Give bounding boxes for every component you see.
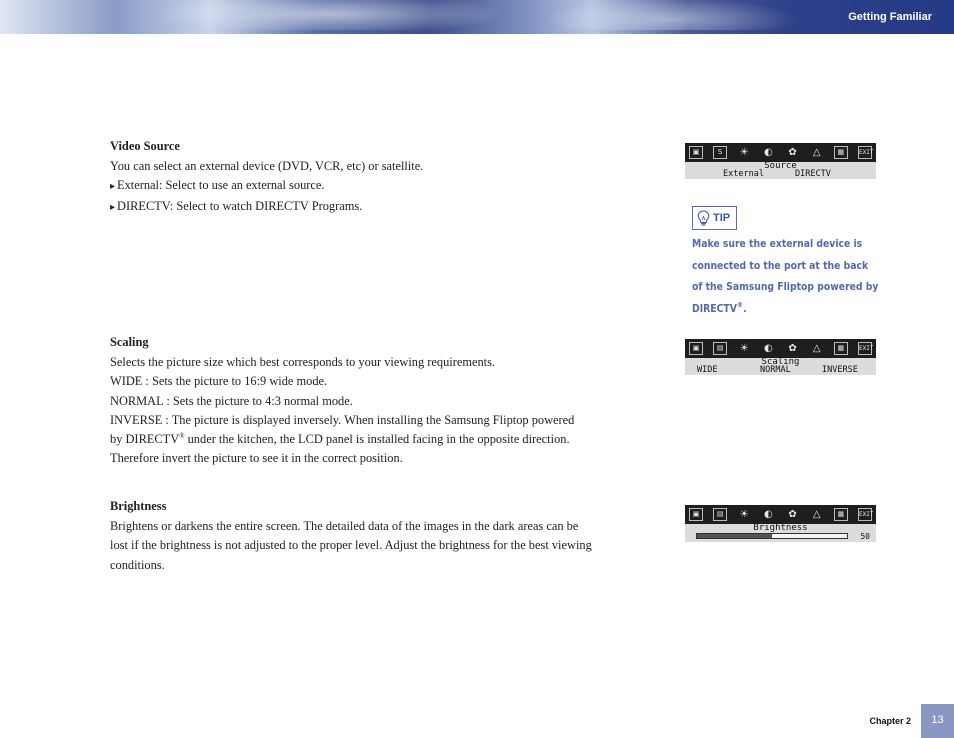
- brightness-section: [110, 497, 630, 575]
- video-source-heading: Video Source: [110, 139, 180, 153]
- chapter-label: Chapter 2: [869, 716, 911, 726]
- color-icon: ✿: [788, 147, 797, 158]
- source-icon: S: [713, 146, 727, 159]
- source-icon: ▤: [713, 342, 727, 355]
- menu-icon: ▦: [834, 342, 848, 355]
- tip-line: connected to the port at the back: [692, 259, 869, 272]
- page-number: 13: [921, 704, 954, 738]
- osd-source-body: [685, 162, 876, 179]
- section-title: Getting Familiar: [848, 11, 932, 23]
- lightbulb-icon: [697, 210, 710, 227]
- bullet-external: ▸ External: Select to use an external source.: [110, 176, 630, 196]
- brightness-line1: Brightens or darkens the entire screen. The detailed data of the images in the dark areas can be: [110, 519, 579, 533]
- osd-icon-bar: [685, 505, 876, 524]
- contrast-icon: ◐: [764, 147, 773, 158]
- scaling-by-directv: by DIRECTV: [110, 432, 180, 447]
- osd-option-external: External: [723, 169, 764, 179]
- tip-line: of the Samsung Fliptop powered by: [692, 281, 879, 293]
- brightness-slider-fill: [697, 534, 772, 538]
- scaling-inverse-line2: [110, 430, 630, 449]
- osd-scaling-body: [685, 358, 876, 375]
- brightness-icon: ☀: [739, 509, 749, 520]
- brightness-slider: [696, 533, 848, 539]
- osd-scaling-label: Scaling: [761, 357, 800, 367]
- osd-option-normal: NORMAL: [760, 365, 791, 375]
- scaling-normal: NORMAL : Sets the picture to 4:3 normal mode.: [110, 393, 353, 408]
- osd-brightness-body: [685, 524, 876, 542]
- brightness-value: 50: [860, 532, 870, 541]
- scaling-inverse-line3: Therefore invert the picture to see it in the correct position.: [110, 451, 403, 466]
- osd-source-menu: [685, 143, 876, 179]
- bullet-directv: ▸ DIRECTV: Select to watch DIRECTV Programs.: [110, 197, 630, 217]
- contrast-icon: ◐: [764, 509, 773, 520]
- scaling-inverse-line1: INVERSE : The picture is displayed inversely. When installing the Samsung Fliptop powered: [110, 412, 575, 427]
- scaling-wide: WIDE : Sets the picture to 16:9 wide mode.: [110, 374, 328, 389]
- osd-brightness-menu: [685, 505, 876, 542]
- brightness-line3: conditions.: [110, 557, 165, 572]
- header-band: [0, 0, 954, 34]
- brightness-line2: lost if the brightness is not adjusted to the proper level. Adjust the brightness for the best viewing: [110, 538, 592, 553]
- source-icon: ▤: [713, 508, 727, 521]
- osd-scaling-menu: [685, 339, 876, 375]
- screen-icon: ▣: [689, 508, 703, 521]
- osd-icon-bar: [685, 339, 876, 358]
- osd-brightness-label: Brightness: [753, 523, 808, 533]
- brightness-heading: Brightness: [110, 499, 167, 513]
- scaling-section: [110, 333, 630, 469]
- tip-badge: [692, 206, 737, 230]
- sharpness-icon: △: [812, 343, 821, 354]
- tip-line-last: [692, 299, 882, 321]
- tip-label: TIP: [713, 212, 731, 224]
- sharpness-icon: △: [812, 147, 821, 158]
- scaling-intro: Selects the picture size which best corresponds to your viewing requirements.: [110, 355, 496, 369]
- screen-icon: ▣: [689, 342, 703, 355]
- osd-option-directv: DIRECTV: [795, 169, 831, 179]
- tip-directv: DIRECTV: [692, 302, 737, 315]
- exit-icon: EXIT: [858, 508, 872, 521]
- menu-icon: ▦: [834, 508, 848, 521]
- video-source-intro: You can select an external device (DVD, VCR, etc) or satellite.: [110, 159, 424, 173]
- registered-mark: ®: [736, 300, 744, 309]
- sharpness-icon: △: [812, 509, 821, 520]
- osd-source-label: Source: [764, 161, 797, 171]
- exit-icon: EXIT: [858, 342, 872, 355]
- color-icon: ✿: [788, 509, 797, 520]
- osd-option-inverse: INVERSE: [822, 365, 858, 375]
- tip-text: [692, 234, 882, 320]
- brightness-icon: ☀: [739, 147, 749, 158]
- scaling-heading: Scaling: [110, 335, 149, 349]
- contrast-icon: ◐: [764, 343, 773, 354]
- exit-icon: EXIT: [858, 146, 872, 159]
- scaling-inverse-rest: under the kitchen, the LCD panel is installed facing in the opposite direction.: [184, 432, 570, 447]
- osd-option-wide: WIDE: [697, 365, 718, 375]
- registered-mark: ®: [179, 432, 185, 441]
- osd-icon-bar: [685, 143, 876, 162]
- screen-icon: ▣: [689, 146, 703, 159]
- menu-icon: ▦: [834, 146, 848, 159]
- video-source-section: [110, 137, 630, 217]
- tip-line: Make sure the external device is: [692, 238, 863, 250]
- color-icon: ✿: [788, 343, 797, 354]
- brightness-icon: ☀: [739, 343, 749, 354]
- tip-period: .: [743, 302, 747, 315]
